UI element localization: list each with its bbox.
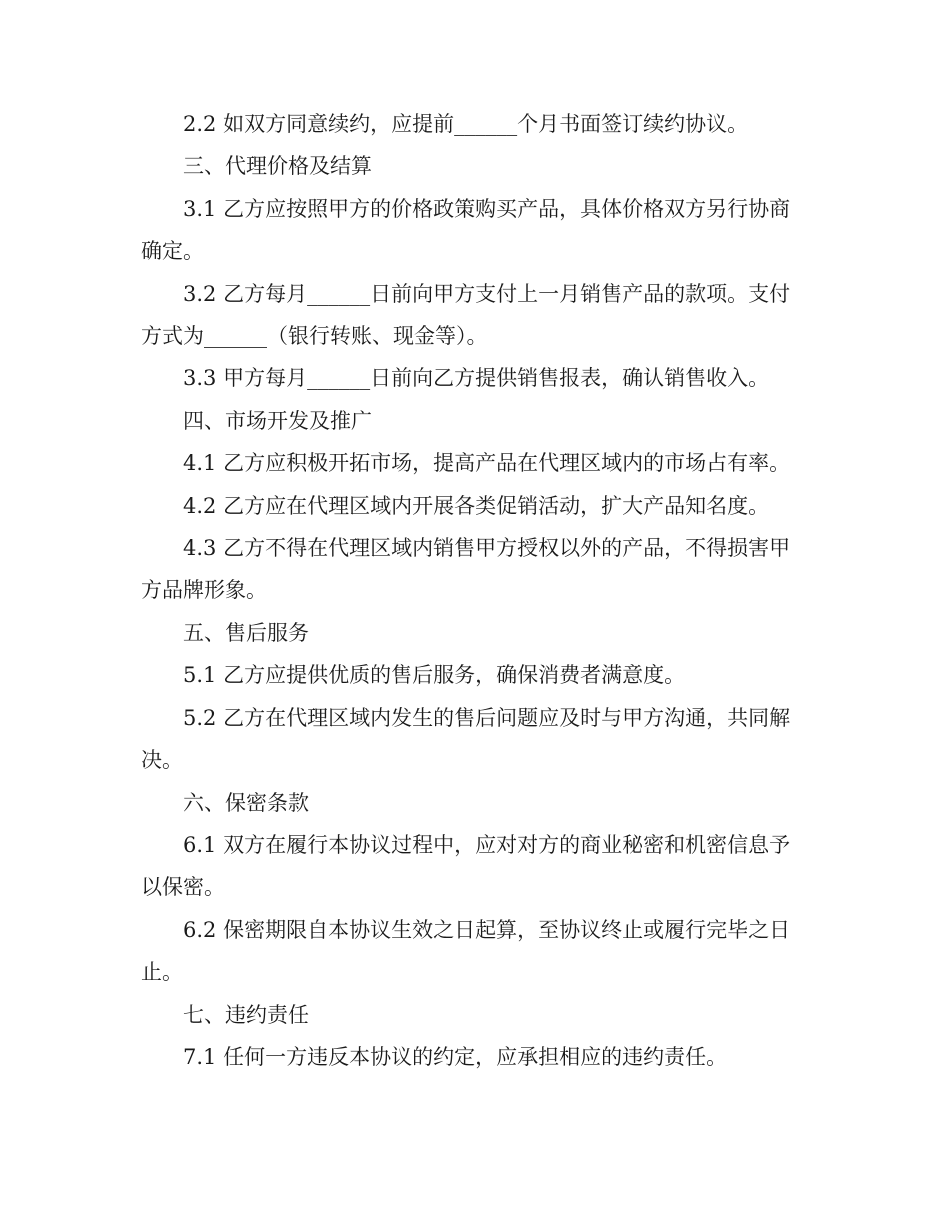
document-body	[141, 103, 801, 1078]
clause-6-2: 6.2 保密期限自本协议生效之日起算，至协议终止或履行完毕之日止。	[141, 917, 791, 985]
clause-2-2: 2.2 如双方同意续约，应提前______个月书面签订续约协议。	[183, 112, 749, 136]
section-heading-liability: 七、违约责任	[183, 1002, 309, 1027]
clause-3-1: 3.1 乙方应按照甲方的价格政策购买产品，具体价格双方另行协商确定。	[141, 196, 791, 264]
section-heading-confidentiality: 六、保密条款	[183, 790, 309, 815]
clause-4-3: 4.3 乙方不得在代理区域内销售甲方授权以外的产品，不得损害甲方品牌形象。	[141, 536, 791, 603]
clause-4-2: 4.2 乙方应在代理区域内开展各类促销活动，扩大产品知名度。	[183, 493, 770, 518]
clause-3-2: 3.2 乙方每月______日前向甲方支付上一月销售产品的款项。支付方式为______（银行转账、现金等）。	[141, 281, 791, 349]
clause-6-1: 6.1 双方在履行本协议过程中，应对对方的商业秘密和机密信息予以保密。	[141, 832, 791, 900]
clause-7-1: 7.1 任何一方违反本协议的约定，应承担相应的违约责任。	[183, 1044, 728, 1069]
section-heading-pricing: 三、代理价格及结算	[183, 154, 372, 179]
section-heading-after-sales: 五、售后服务	[183, 620, 309, 645]
clause-3-3: 3.3 甲方每月______日前向乙方提供销售报表，确认销售收入。	[183, 366, 770, 391]
clause-5-2: 5.2 乙方在代理区域内发生的售后问题应及时与甲方沟通，共同解决。	[141, 705, 791, 773]
clause-4-1: 4.1 乙方应积极开拓市场，提高产品在代理区域内的市场占有率。	[183, 451, 791, 476]
section-heading-marketing: 四、市场开发及推广	[183, 408, 372, 433]
clause-5-1: 5.1 乙方应提供优质的售后服务，确保消费者满意度。	[183, 663, 686, 688]
